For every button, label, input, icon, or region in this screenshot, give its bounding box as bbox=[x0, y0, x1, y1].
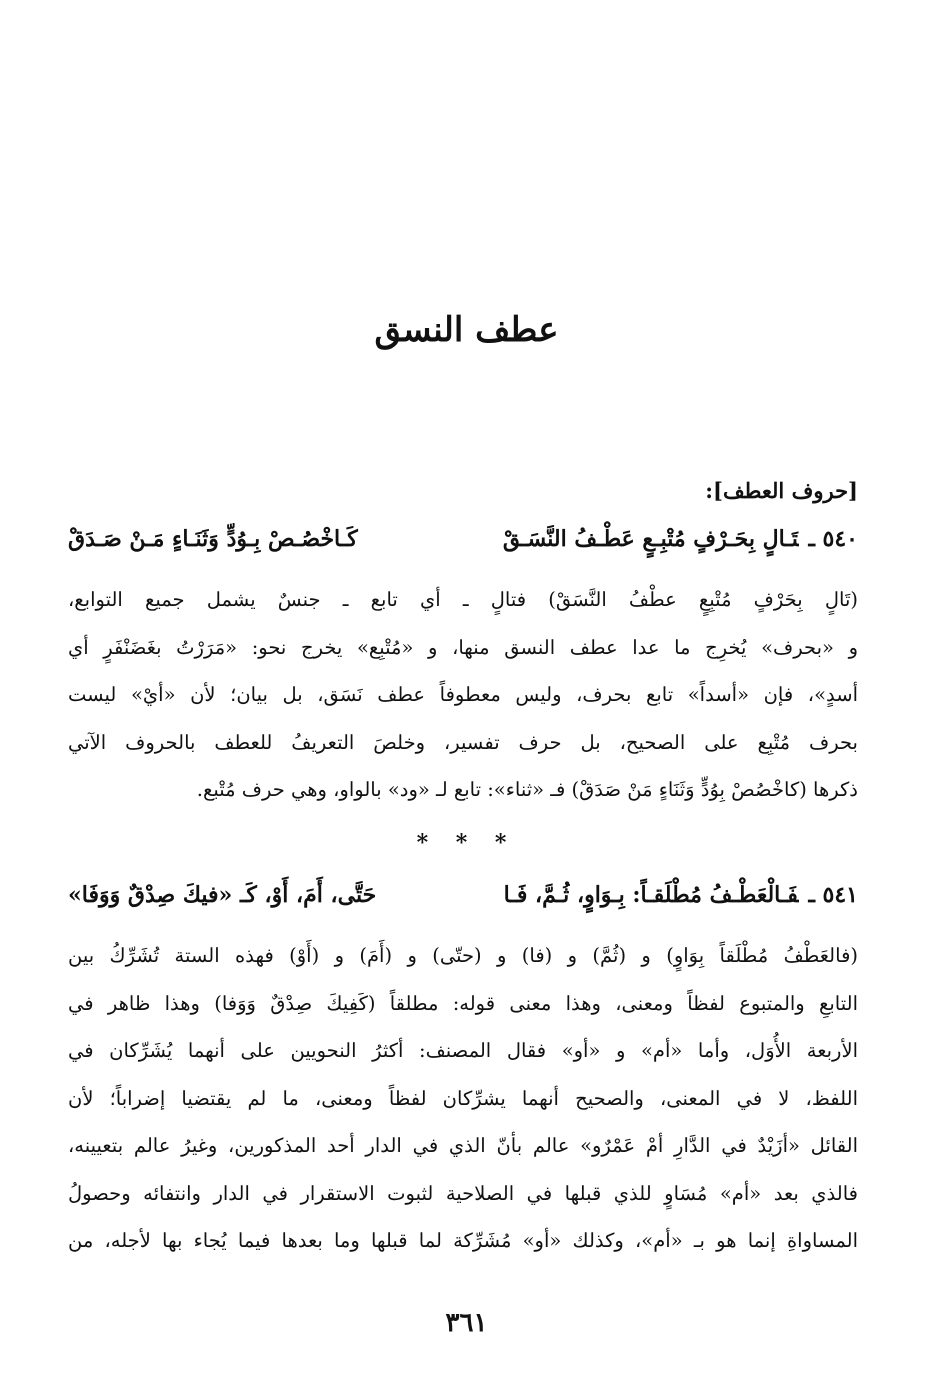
text-line: اللفظ، لا في المعنى، والصحيح أنهما يشرِّكان لفظاً ومعنى، ما لم يقتضيا إضراباً؛ لأن bbox=[68, 1086, 858, 1110]
verse-hemistich-second: حَتَّى، أَمَ، أَوْ، كَـ «فيكَ صِدْقٌ وَوَفَا» bbox=[68, 882, 377, 908]
verse-number: ٥٤١ ـ bbox=[808, 882, 858, 908]
page-number: ٣٦١ bbox=[445, 1308, 488, 1338]
text-line: أسدٍ»، فإن «أسداً» تابع بحرف، وليس معطوفاً عطف نَسَق، بل بيان؛ لأن «أيْ» ليست bbox=[68, 683, 858, 706]
text-line: (تَالٍ بِحَرْفٍ مُتْبِعٍ عطْفُ النَّسَقْ) فتالٍ ـ أي تابع ـ جنسٌ يشمل جميع التوابع، bbox=[68, 588, 858, 611]
verse-541 bbox=[68, 882, 858, 908]
verse-number: ٥٤٠ ـ bbox=[808, 526, 858, 552]
text-line: فالذي بعد «أم» مُسَاوٍ للذي قبلها في الصلاحية لثبوت الاستقرار في الدار وانتفائه وحصولُ bbox=[68, 1181, 858, 1205]
text-line: المساواةِ إنما هو بـ «أم»، وكذلك «أو» مُشَرِّكة لما قبلها وما بعدها فيما يُجاء بها لأجله، من bbox=[68, 1229, 858, 1252]
verse-hemistich-first: تَـالٍ بِحَـرْفٍ مُتْبِـعٍ عَطْـفُ النَّسَـقْ bbox=[502, 526, 799, 552]
section-heading: [حروف العطف]: bbox=[705, 478, 858, 503]
commentary-paragraph-1 bbox=[68, 576, 858, 814]
verse-540 bbox=[68, 526, 858, 552]
text-line: بحرف مُتْبِع على الصحيح، بل حرف تفسير، وخلصَ التعريفُ للعطف بالحروف الآتي bbox=[68, 730, 858, 754]
verse-hemistich-first: فَـالْعَطْـفُ مُطْلَقـاً: بِـوَاوٍ، ثُـمَّ، فَـا bbox=[503, 882, 799, 908]
text-line: (فالعَطْفُ مُطْلَقاً بِوَاوٍ) و (ثُمَّ) و (فا) و (حتّى) و (أَمَ) و (أَوْ) فهذه الستة تُشَرِّكُ بين bbox=[68, 944, 858, 967]
section-separator: * * * bbox=[416, 830, 517, 856]
text-line: التابعِ والمتبوع لفظاً ومعنى، وهذا معنى قوله: مطلقاً (كَفِيكَ صِدْقٌ وَوَفا) وهذا ظاهر في bbox=[68, 991, 858, 1015]
text-line: و «بحرف» يُخرِج ما عدا عطف النسق منها، و «مُتْبِع» يخرج نحو: «مَرَرْتُ بغَضَنْفَرٍ أي bbox=[68, 635, 858, 659]
text-line: الأربعة الأُوَل، وأما «أم» و «أو» فقال المصنف: أكثرُ النحويين على أنهما يُشَرِّكان في bbox=[68, 1039, 858, 1062]
text-line: القائل «أزَيْدٌ في الدَّارِ أمْ عَمْرٌو» عالم بأنّ الذي في الدار أحد المذكورين، وغيرُ عالم بتعيينه، bbox=[68, 1134, 858, 1157]
text-line: ذكرها (كاخْصُصْ بِوُدٍّ وَثَنَاءٍ مَنْ صَدَقْ) فـ «ثناء»: تابع لـ «ود» بالواو، وهي حرف مُتْبع. bbox=[196, 778, 858, 801]
commentary-paragraph-2 bbox=[68, 932, 858, 1265]
chapter-title: عطف النسق bbox=[374, 310, 559, 350]
verse-hemistich-second: كَـاخْصُـصْ بِـوُدٍّ وَثَنَـاءٍ مَـنْ صَـدَقْ bbox=[68, 526, 358, 552]
